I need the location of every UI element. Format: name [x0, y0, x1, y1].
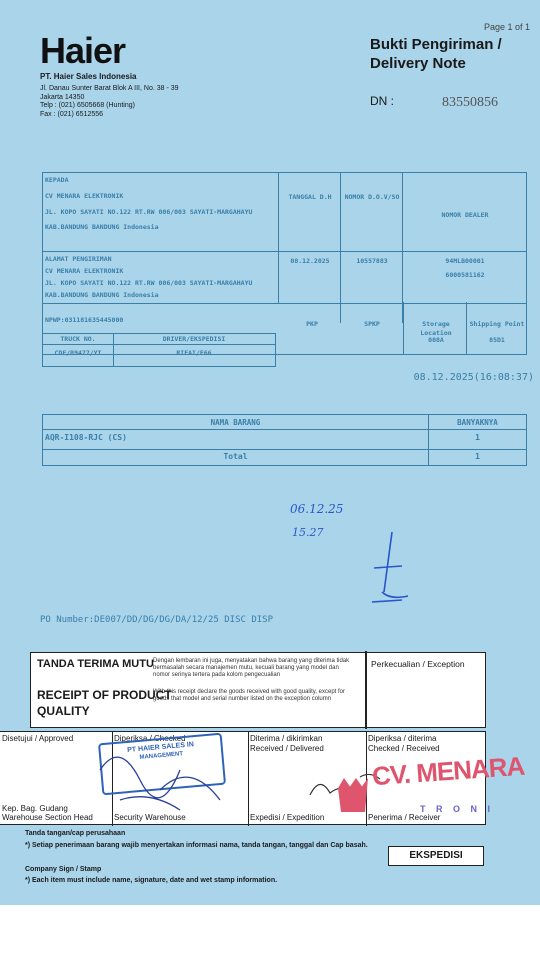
recipient-name: CV MENARA ELEKTRONIK [45, 192, 124, 200]
tanggal-value: 08.12.2025 [290, 257, 330, 265]
ship-name: CV MENARA ELEKTRONIK [45, 267, 124, 275]
dealer-value-1: 94MLB00001 [445, 257, 485, 265]
title-line-1: Bukti Pengiriman / [370, 36, 502, 53]
shipping-divider [466, 302, 467, 354]
items-header-line [43, 429, 526, 430]
nomor-value: 10557883 [356, 257, 388, 265]
handwritten-date: 06.12.25 [290, 502, 344, 516]
dn-label: DN : [370, 94, 394, 108]
company-address [40, 85, 240, 119]
handwritten-time: 15.27 [292, 526, 324, 539]
truck-driver-box [42, 333, 276, 367]
received-label [368, 734, 440, 754]
title-line-2: Delivery Note [370, 55, 466, 72]
recipient-info-grid [42, 172, 527, 304]
shipping-label: Shipping Point [469, 320, 525, 328]
exception-label: Perkecualian / Exception [371, 659, 465, 669]
haier-logo: Haier [40, 30, 126, 71]
driver-name: RIFAI/E66 [176, 349, 212, 357]
delivered-label-1: Diterima / dikirimkan [250, 734, 323, 743]
receipt-box [30, 652, 486, 728]
sign-note: *) Setiap penerimaan barang wajib menyertakan informasi nama, tanda tangan, tanggal dan Cap basah. [25, 842, 368, 849]
stamp-line-1: PT HAIER SALES IN [126, 741, 195, 754]
po-number: PO Number:DE007/DD/DG/DG/DA/12/25 DISC DISP [40, 615, 273, 625]
delivered-label-2: Received / Delivered [250, 744, 324, 753]
exception-divider [365, 651, 367, 729]
expedition-label: Expedisi / Expedition [250, 813, 325, 822]
recipient-address-1: JL. KOPO SAYATI NO.122 RT.RW 006/003 SAYATI-MARGAHAYU [45, 208, 253, 216]
nomor-label: NOMOR D.O.V/SO [344, 193, 400, 201]
stamp-line-2: MANAGEMENT [139, 751, 184, 761]
total-label: Total [223, 452, 248, 461]
menara-stamp-subtitle: T R O N I [420, 804, 494, 814]
truck-number: CDE/B9477/YT [54, 349, 102, 357]
total-qty: 1 [475, 452, 480, 461]
dealer-label: NOMOR DEALER [441, 211, 489, 219]
pkp-label: PKP [306, 320, 318, 328]
truck-divider [113, 334, 114, 366]
approved-label: Disetujui / Approved [2, 734, 74, 743]
truck-label: TRUCK NO. [60, 335, 96, 343]
grid-divider [43, 251, 526, 252]
spkp-label: SPKP [364, 320, 380, 328]
item-name: AQR-I108-RJC (CS) [45, 433, 127, 442]
company-name: PT. Haier Sales Indonesia [40, 72, 137, 81]
handwritten-signature [362, 530, 422, 610]
driver-label: DRIVER/EKSPEDISI [162, 335, 226, 343]
received-label-1: Diperiksa / diterima [368, 734, 437, 743]
truck-header-line [43, 344, 275, 345]
storage-divider [403, 302, 404, 354]
delivered-label [250, 734, 324, 754]
stamp-label: Company Sign / Stamp [25, 866, 102, 873]
approval-signatures [60, 730, 250, 820]
dn-number: 83550856 [442, 95, 498, 110]
address-line: Jakarta 14350 [40, 93, 85, 101]
address-line: Jl. Danau Sunter Barat Blok A III, No. 38 - 39 [40, 85, 179, 92]
item-qty: 1 [475, 433, 480, 442]
ekspedisi-box: EKSPEDISI [388, 846, 484, 866]
checked-label: Diperiksa / Checked [114, 734, 186, 743]
ship-address-2: KAB.BANDUNG BANDUNG Indonesia [45, 291, 159, 299]
items-table [42, 414, 527, 466]
received-label-2: Checked / Received [368, 744, 440, 753]
items-total-line [43, 449, 526, 450]
tanggal-label: TANGGAL D.H [288, 193, 332, 201]
dealer-value-2: 6000581162 [445, 271, 485, 279]
tanda-terima-title: TANDA TERIMA MUTU [37, 658, 154, 670]
tanda-terima-text: Dengan lembaran ini juga, menyatakan bahwa barang yang diterima tidak bermasalah secara manajemen mutu, kecuali barang yang model dan nomor serinya tertera pada kolom pengecualian [153, 658, 350, 678]
banyaknya-label: BANYAKNYA [457, 418, 498, 427]
menara-stamp-title: CV. MENARA [371, 750, 526, 792]
kepada-label: KEPADA [45, 176, 69, 184]
storage-value: 008A [428, 336, 444, 344]
phone-line: Telp : (021) 6505668 (Hunting) [40, 102, 135, 109]
receiver-label: Penerima / Receiver [368, 813, 441, 822]
ship-address-1: JL. KOPO SAYATI NO.122 RT.RW 006/003 SAYATI-MARGAHAYU [45, 279, 253, 287]
nama-barang-label: NAMA BARANG [210, 418, 261, 427]
npwp-number: NPWP:031181635445000 [45, 316, 124, 324]
warehouse-label-2: Warehouse Section Head [2, 813, 93, 822]
recipient-address-2: KAB.BANDUNG BANDUNG Indonesia [45, 223, 159, 231]
sign-label: Tanda tangan/cap perusahaan [25, 830, 126, 837]
alamat-label: ALAMAT PENGIRIMAN [45, 255, 112, 263]
storage-label: Storage Location [420, 320, 452, 337]
warehouse-label-1: Kep. Bag. Gudang [2, 804, 68, 813]
document-title [370, 35, 502, 73]
receipt-title-2: QUALITY [37, 704, 90, 718]
security-label: Security Warehouse [114, 813, 186, 822]
shipping-value: 85D1 [489, 336, 505, 344]
receipt-text: With this receipt declare the goods received with good quality, except for goods that model and serial number listed on the exception column [153, 689, 345, 702]
receipt-title-1: RECEIPT OF PRODUCT [37, 688, 172, 702]
stamp-note: *) Each item must include name, signature, date and wet stamp information. [25, 877, 278, 884]
page-number: Page 1 of 1 [483, 22, 530, 32]
fax-line: Fax : (021) 6512556 [40, 110, 104, 118]
print-timestamp: 08.12.2025(16:08:37) [413, 372, 534, 383]
